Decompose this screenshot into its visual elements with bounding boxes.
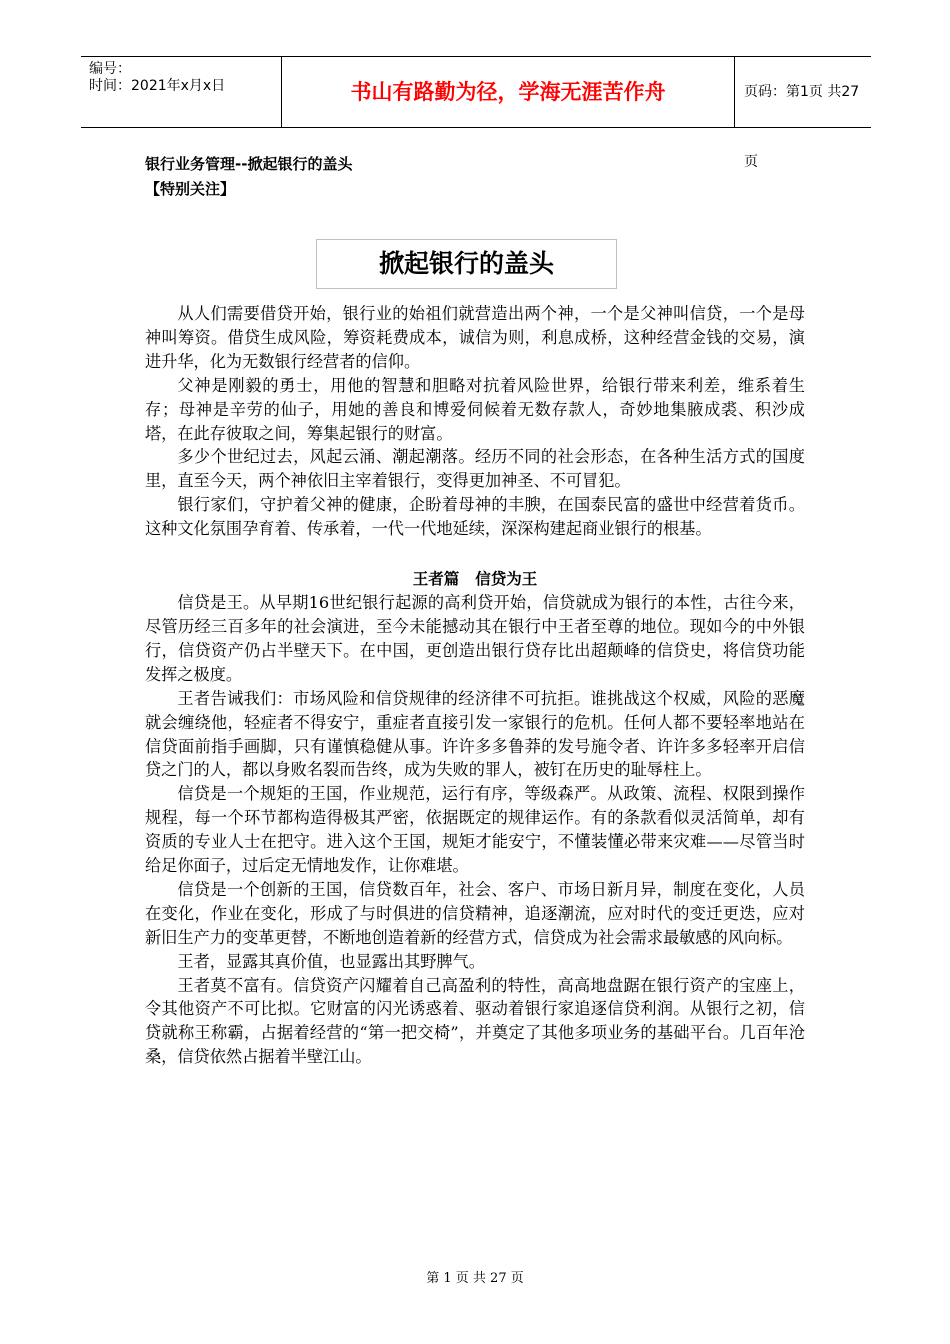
body-paragraph: 信贷是一个规矩的王国，作业规范，运行有序，等级森严。从政策、流程、权限到操作规程，每一个环节都构造得极其严密，依据既定的规律运作。有的条款看似灵活简单，却有资质的专业人士在把守。进入这个王国，规矩才能安宁，不懂装懂必带来灾难——尽管当时给足你面子，过后定无情地发作，让你难堪。	[145, 784, 805, 876]
body-paragraph: 王者，显露其真价值，也显露出其野脾气。	[177, 951, 485, 971]
document-title: 银行业务管理--掀起银行的盖头	[145, 155, 353, 173]
document-body	[145, 302, 805, 1069]
section-title-part: 王者篇	[412, 570, 460, 589]
header-page-info: 页码：第1页 共27页	[744, 84, 860, 170]
intro-paragraph: 多少个世纪过去，风起云涌、潮起潮落。经历不同的社会形态，在各种生活方式的国度里，直至今天，两个神依旧主宰着银行，变得更加神圣、不可冒犯。	[145, 447, 805, 491]
intro-paragraph: 从人们需要借贷开始，银行业的始祖们就营造出两个神，一个是父神叫信贷，一个是母神叫筹资。借贷生成风险，筹资耗费成本，诚信为则，利息成桥，这种经营金钱的交易，演进升华，化为无数银行经营者的信仰。	[145, 304, 805, 371]
body-paragraph: 王者告诫我们：市场风险和信贷规律的经济律不可抗拒。谁挑战这个权威，风险的恶魔就会缠绕他，轻症者不得安宁，重症者直接引发一家银行的危机。任何人都不要轻率地站在信贷面前指手画脚，只有谨慎稳健从事。许许多多鲁莽的发号施令者、许许多多轻率开启信贷之门的人，都以身败名裂而告终，成为失败的罪人，被钉在历史的耻辱柱上。	[145, 688, 805, 780]
page-footer: 第 1 页 共 27 页	[426, 1271, 524, 1286]
header-motto: 书山有路勤为径，学海无涯苦作舟	[282, 57, 735, 127]
document-tag: 【特别关注】	[145, 180, 236, 198]
header-meta	[81, 57, 282, 127]
number-label: 编号：	[89, 61, 131, 77]
body-paragraph: 王者莫不富有。信贷资产闪耀着自己高盈利的特性，高高地盘踞在银行资产的宝座上，令其他资产不可比拟。它财富的闪光诱惑着、驱动着银行家追逐信贷利润。从银行之初，信贷就称王称霸，占据着经营的“第一把交椅”，并奠定了其他多项业务的基础平台。几百年沧桑，信贷依然占据着半壁江山。	[145, 975, 805, 1067]
section-heading	[145, 567, 805, 591]
intro-paragraph: 父神是刚毅的勇士，用他的智慧和胆略对抗着风险世界，给银行带来利差，维系着生存；母神是辛劳的仙子，用她的善良和博爱伺候着无数存款人，奇妙地集腋成裘、积沙成塔，在此存彼取之间，筹集起银行的财富。	[145, 375, 805, 443]
body-paragraph: 信贷是一个创新的王国，信贷数百年，社会、客户、市场日新月异，制度在变化，人员在变化，作业在变化，形成了与时俱进的信贷精神，追逐潮流，应对时代的变迁更迭，应对新旧生产力的变革更替，不断地创造着新的经营方式，信贷成为社会需求最敏感的风向标。	[145, 879, 805, 947]
time-label: 时间：2021年x月x日	[89, 78, 226, 94]
body-paragraph: 信贷是王。从早期16世纪银行起源的高利贷开始，信贷就成为银行的本性，古往今来，尽管历经三百多年的社会演进，至今未能撼动其在银行中王者至尊的地位。现如今的中外银行，信贷资产仍占半壁天下。在中国，更创造出银行贷存比出超颠峰的信贷史，将信贷功能发挥之极度。	[145, 593, 805, 684]
section-title-part: 信贷为王	[475, 570, 538, 589]
main-title: 掀起银行的盖头	[316, 239, 617, 289]
intro-paragraph: 银行家们，守护着父神的健康，企盼着母神的丰腴，在国泰民富的盛世中经营着货币。这种文化氛围孕育着、传承着，一代一代地延续，深深构建起商业银行的根基。	[145, 495, 805, 539]
